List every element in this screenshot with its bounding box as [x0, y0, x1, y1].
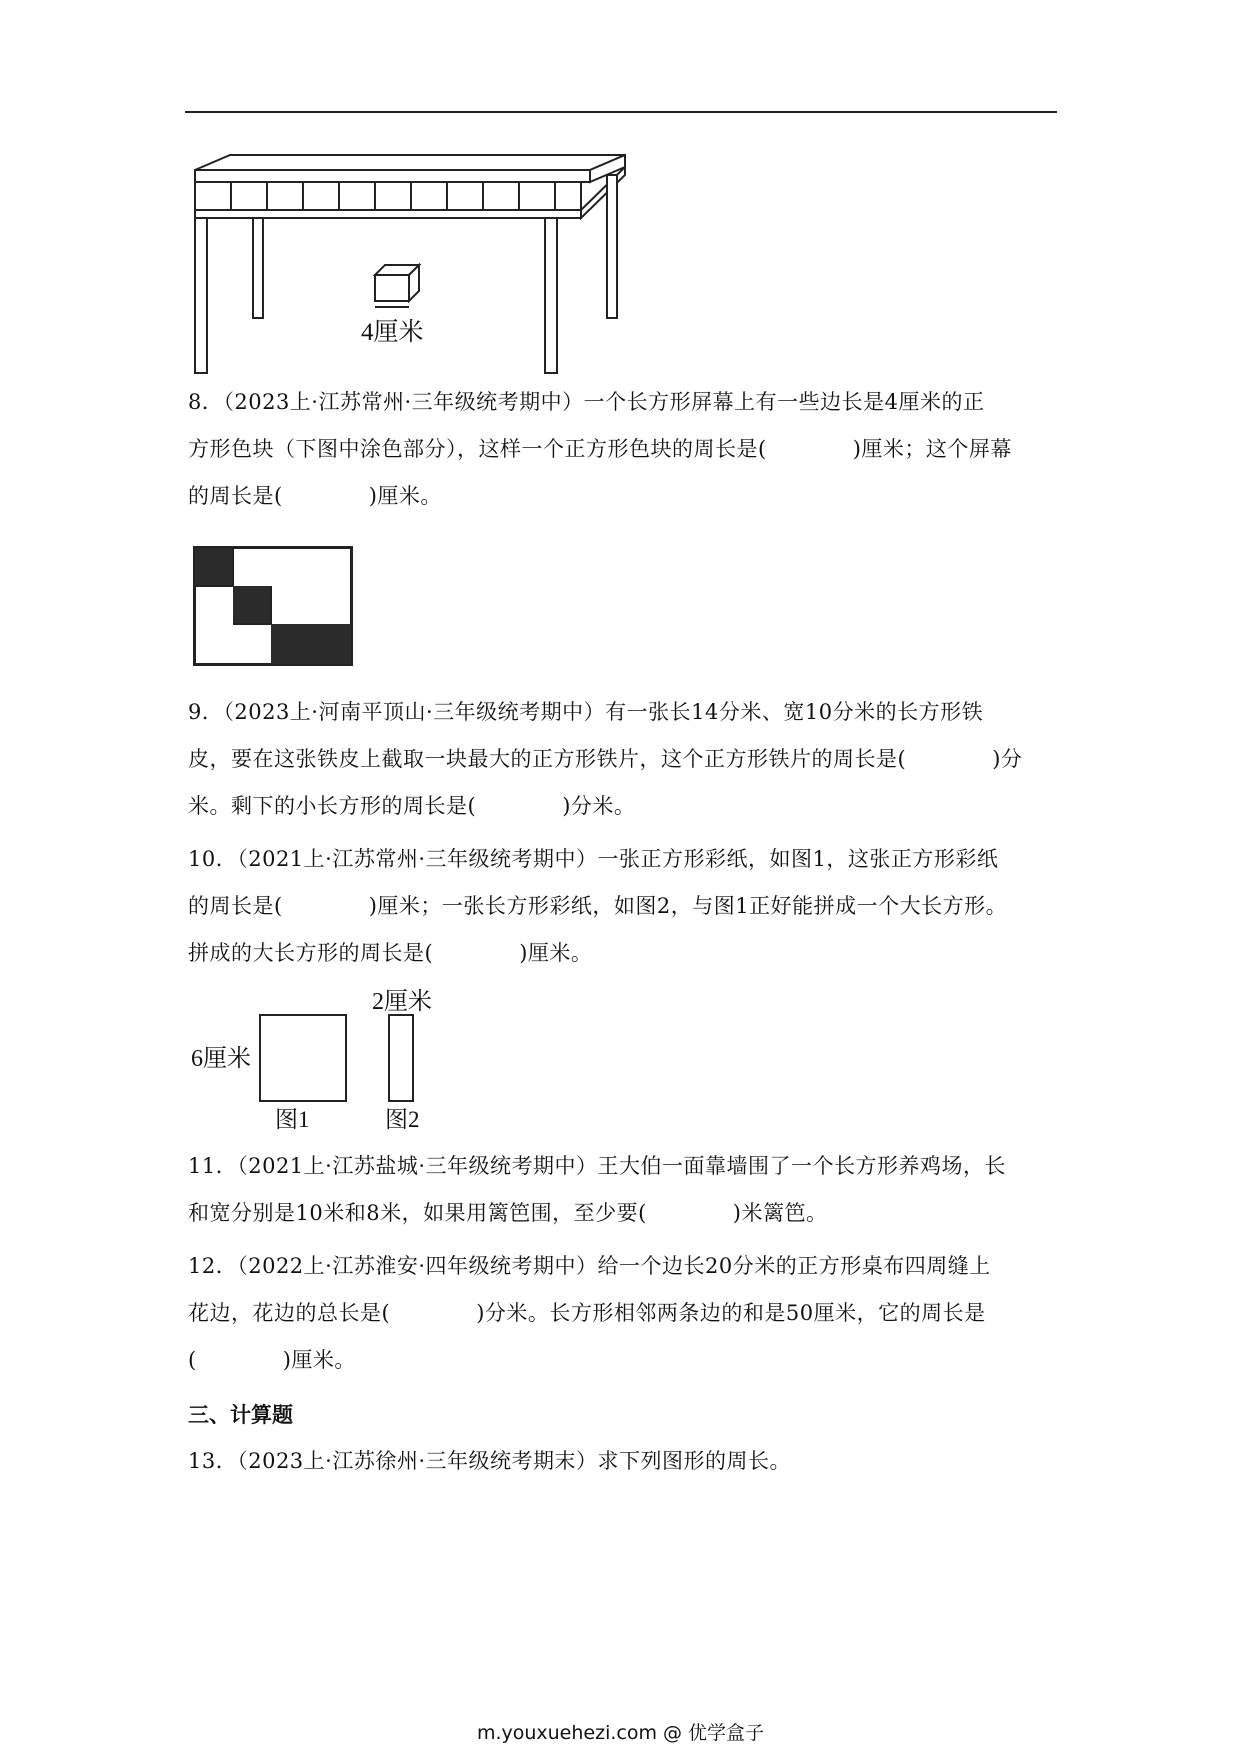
q11-line-2: 和宽分别是10米和8米，如果用篱笆围，至少要( )米篱笆。 [188, 1201, 828, 1225]
screen-squares-figure [193, 546, 355, 668]
shaded-square-3 [271, 624, 351, 664]
q9-line-3: 米。剩下的小长方形的周长是( )分米。 [188, 794, 636, 818]
q9-line-2: 皮，要在这张铁皮上截取一块最大的正方形铁片，这个正方形铁片的周长是( )分 [188, 747, 1023, 771]
q12-line-1: 12．（2022上·江苏淮安·四年级统考期中）给一个边长20分米的正方形桌布四周缝上 [188, 1254, 991, 1278]
strip-width-label: 2厘米 [372, 989, 432, 1015]
shaded-square-2 [233, 586, 271, 624]
side-length-label: 6厘米 [191, 1046, 251, 1072]
figure-1-square [260, 1015, 346, 1101]
shaded-square-1 [195, 548, 233, 586]
q12-line-2: 花边，花边的总长是( )分米。长方形相邻两条边的和是50厘米，它的周长是 [188, 1301, 986, 1325]
table-cubes-figure [185, 150, 645, 375]
figure-1-caption: 图1 [275, 1107, 310, 1132]
q10-line-3: 拼成的大长方形的周长是( )厘米。 [188, 941, 593, 965]
q8-line-3: 的周长是( )厘米。 [188, 484, 442, 508]
q8-line-1: 8．（2023上·江苏常州·三年级统考期中）一个长方形屏幕上有一些边长是4厘米的正 [188, 390, 985, 414]
figure-2-caption: 图2 [385, 1107, 420, 1132]
q12-line-3: ( )厘米。 [188, 1348, 356, 1372]
cube-size-label: 4厘米 [361, 319, 424, 346]
q10-line-2: 的周长是( )厘米；一张长方形彩纸，如图2，与图1正好能拼成一个大长方形。 [188, 894, 1008, 918]
header-rule [185, 111, 1057, 113]
figure-2-strip [389, 1015, 413, 1101]
q13-line-1: 13．（2023上·江苏徐州·三年级统考期末）求下列图形的周长。 [188, 1449, 792, 1473]
q11-line-1: 11．（2021上·江苏盐城·三年级统考期中）王大伯一面靠墙围了一个长方形养鸡场，长 [188, 1154, 1007, 1178]
q9-line-1: 9．（2023上·河南平顶山·三年级统考期中）有一张长14分米、宽10分米的长方形铁 [188, 700, 984, 724]
q8-line-2: 方形色块（下图中涂色部分），这样一个正方形色块的周长是( )厘米；这个屏幕 [188, 437, 1012, 461]
q10-line-1: 10．（2021上·江苏常州·三年级统考期中）一张正方形彩纸，如图1，这张正方形彩纸 [188, 847, 999, 871]
section-title: 三、计算题 [188, 1403, 293, 1427]
footer-watermark: m.youxuehezi.com @ 优学盒子 [476, 1722, 765, 1744]
square-and-strip-figure [185, 985, 445, 1135]
